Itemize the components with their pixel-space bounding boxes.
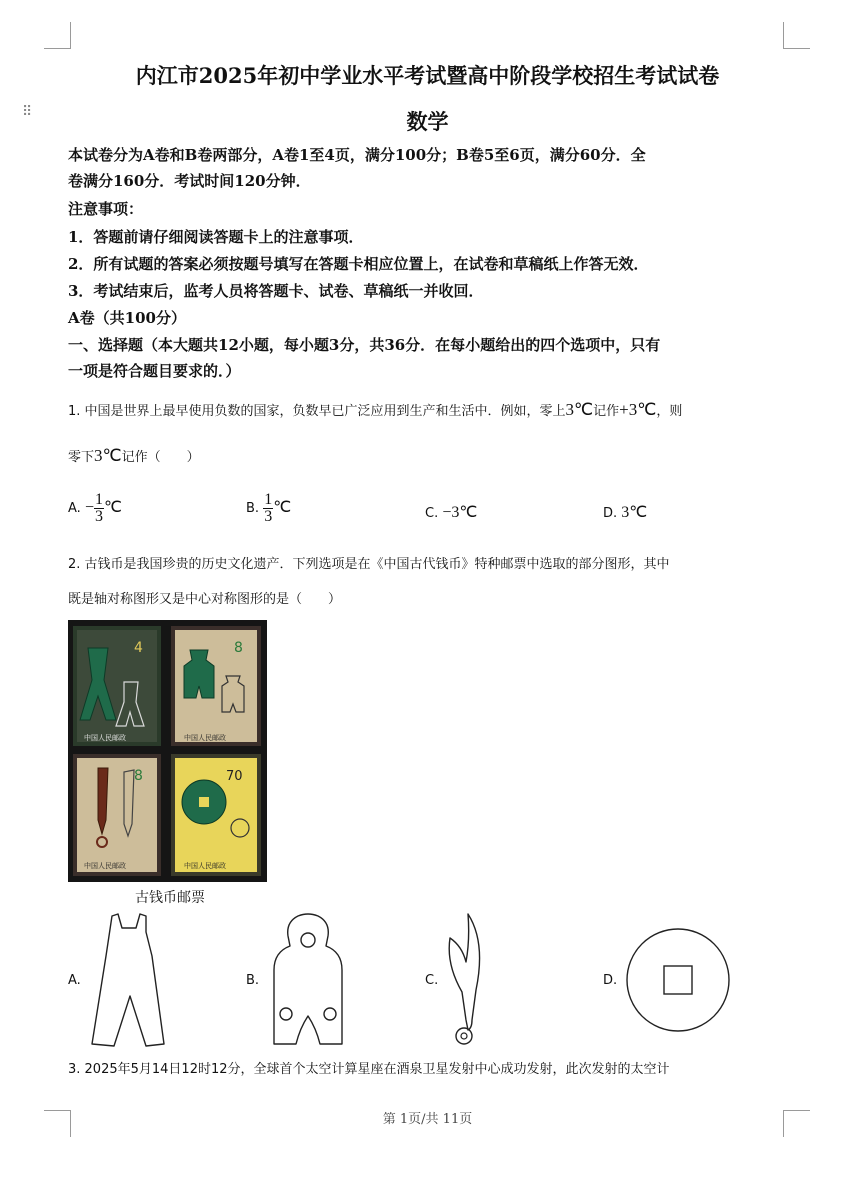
stamp-2-footer: 中国人民邮政 xyxy=(184,734,226,742)
option-c-label: C. xyxy=(425,506,439,521)
q1-text-record: 记作（ ） xyxy=(121,450,200,465)
q1-text-c: 记作 xyxy=(593,404,620,419)
q1-text-e: ，则 xyxy=(656,404,683,419)
page-number: 第 1页/共 11页 xyxy=(382,1112,473,1127)
spade-coin-outline-a[interactable] xyxy=(88,912,172,1048)
q1-option-c[interactable] xyxy=(425,502,477,522)
option-a-fraction xyxy=(94,492,104,525)
stamp-2-value: 8 xyxy=(234,640,243,656)
option-b-numerator: 1 xyxy=(264,491,273,508)
part1-line-2: 一项是符合题目要求的．） xyxy=(68,362,241,380)
note-3: 3．考试结束后，监考人员将答题卡、试卷、草稿纸一并收回． xyxy=(68,282,484,300)
stamps-caption: 古钱币邮票 xyxy=(135,890,205,906)
stamp-2 xyxy=(171,626,261,746)
q1-line-2 xyxy=(68,446,200,466)
q2-line-2: 既是轴对称图形又是中心对称图形的是（ ） xyxy=(68,592,342,607)
drag-handle-icon[interactable]: ⠿ xyxy=(22,104,34,120)
q1-line-1 xyxy=(68,400,682,420)
spade-coin-outline-b[interactable] xyxy=(268,912,348,1048)
q2-option-b-label[interactable]: B. xyxy=(246,973,260,988)
intro-line-2: 卷满分160分．考试时间120分钟． xyxy=(68,172,311,190)
q1-text-a: 1. 中国是世界上最早使用负数的国家，负数早已广泛应用到生产和生活中．例如，零上 xyxy=(68,404,566,419)
notes-heading: 注意事项： xyxy=(68,200,144,218)
crop-mark-top-right xyxy=(783,22,810,49)
q1-option-d[interactable] xyxy=(603,502,647,522)
option-d-text: 3℃ xyxy=(621,504,648,521)
knife-coin-outline-c[interactable] xyxy=(442,912,492,1048)
stamp-4-value: 70 xyxy=(226,769,243,784)
q2-option-d-label[interactable]: D. xyxy=(603,973,618,988)
option-c-text: −3℃ xyxy=(442,504,478,521)
q2-option-c-label[interactable]: C. xyxy=(425,973,439,988)
stamp-3-value: 8 xyxy=(134,768,143,784)
option-b-fraction xyxy=(263,492,273,525)
intro-line-1: 本试卷分为A卷和B卷两部分，A卷1至4页，满分100分；B卷5至6页，满分60分．全 xyxy=(68,146,646,164)
part1-line-1: 一、选择题（本大题共12小题，每小题3分，共36分．在每小题给出的四个选项中，只有 xyxy=(68,336,661,354)
stamp-1-value: 4 xyxy=(134,640,143,656)
option-b-unit: ℃ xyxy=(273,499,292,516)
note-2: 2．所有试题的答案必须按题号填写在答题卡相应位置上，在试卷和草稿纸上作答无效． xyxy=(68,255,649,273)
crop-mark-top-left xyxy=(44,22,71,49)
page-title: 内江市2025年初中学业水平考试暨高中阶段学校招生考试试卷 xyxy=(135,63,720,88)
stamp-3 xyxy=(73,754,161,876)
q1-option-a[interactable] xyxy=(68,492,122,525)
stamp-3-footer: 中国人民邮政 xyxy=(84,862,126,870)
q1-option-b[interactable] xyxy=(246,492,291,525)
option-a-label: A. xyxy=(68,501,81,516)
round-coin-outline-d[interactable] xyxy=(624,926,732,1034)
stamps-illustration xyxy=(68,620,267,882)
stamp-4 xyxy=(171,754,261,876)
stamp-4-footer: 中国人民邮政 xyxy=(184,862,226,870)
q1-temp-above: 3℃ xyxy=(565,400,594,419)
subject-title: 数学 xyxy=(406,109,449,134)
q1-text-below: 零下 xyxy=(68,450,95,465)
q1-temp-below: 3℃ xyxy=(94,446,122,465)
option-a-sign: − xyxy=(84,499,94,516)
option-a-numerator: 1 xyxy=(94,491,103,508)
section-a-heading: A卷（共100分） xyxy=(68,309,186,327)
option-b-denominator: 3 xyxy=(264,508,273,525)
q2-option-a-label[interactable]: A. xyxy=(68,973,81,988)
q1-temp-positive: +3℃ xyxy=(619,400,657,419)
q2-line-1: 2. 古钱币是我国珍贵的历史文化遗产．下列选项是在《中国古代钱币》特种邮票中选取的部分图形，其中 xyxy=(68,557,670,572)
q3-line-1: 3. 2025年5月14日12时12分，全球首个太空计算星座在酒泉卫星发射中心成功发射，此次发射的太空计 xyxy=(68,1062,670,1077)
stamp-1-footer: 中国人民邮政 xyxy=(84,734,126,742)
option-a-unit: ℃ xyxy=(103,499,122,516)
option-a-denominator: 3 xyxy=(94,508,103,525)
stamp-1 xyxy=(73,626,161,746)
option-b-label: B. xyxy=(246,501,260,516)
coin-stamps-image xyxy=(68,620,267,882)
option-d-label: D. xyxy=(603,506,618,521)
note-1: 1．答题前请仔细阅读答题卡上的注意事项． xyxy=(68,228,364,246)
